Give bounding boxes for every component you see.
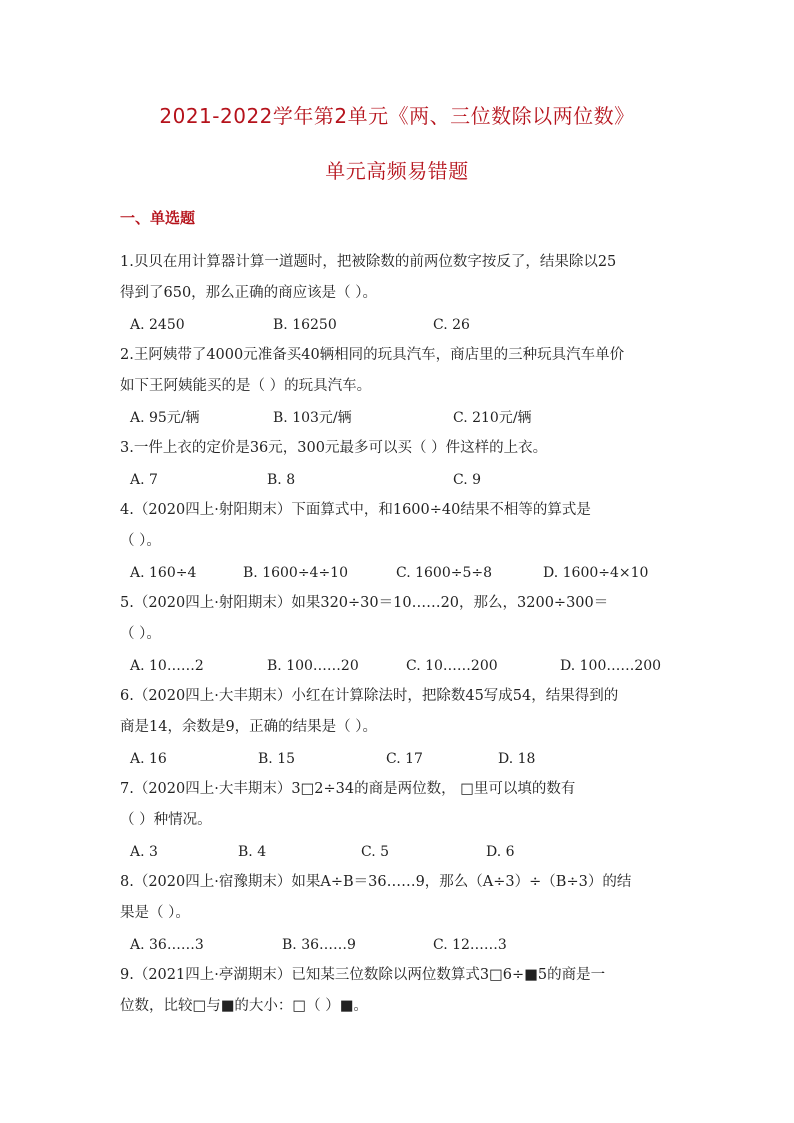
question-7-line-1: 7.（2020四上·大丰期末）3□2÷34的商是两位数， □里可以填的数有 bbox=[120, 781, 576, 797]
question-7-option-d[interactable]: D. 6 bbox=[486, 844, 515, 860]
question-7-option-a[interactable]: A. 3 bbox=[130, 844, 158, 860]
question-8-line-1: 8.（2020四上·宿豫期末）如果A÷B＝36……9，那么（A÷3）÷（B÷3）的结 bbox=[120, 874, 632, 890]
question-6-option-b[interactable]: B. 15 bbox=[258, 751, 296, 767]
section-heading: 一、单选题 bbox=[120, 209, 196, 227]
question-9-line-2: 位数，比较□与■的大小：□（ ）■。 bbox=[120, 998, 368, 1014]
question-3-line-1: 3.一件上衣的定价是36元，300元最多可以买（ ）件这样的上衣。 bbox=[120, 440, 548, 456]
question-8-option-b[interactable]: B. 36……9 bbox=[282, 937, 356, 953]
question-3-option-a[interactable]: A. 7 bbox=[130, 472, 158, 488]
question-3-option-c[interactable]: C. 9 bbox=[453, 472, 482, 488]
question-5-option-c[interactable]: C. 10……200 bbox=[406, 658, 498, 674]
question-4-option-a[interactable]: A. 160÷4 bbox=[130, 565, 197, 581]
question-5-line-2: （ ）。 bbox=[120, 626, 161, 642]
question-4-option-d[interactable]: D. 1600÷4×10 bbox=[543, 565, 649, 581]
question-3-option-b[interactable]: B. 8 bbox=[267, 472, 296, 488]
question-8-option-a[interactable]: A. 36……3 bbox=[130, 937, 204, 953]
question-6-option-c[interactable]: C. 17 bbox=[386, 751, 423, 767]
question-2-line-2: 如下王阿姨能买的是（ ）的玩具汽车。 bbox=[120, 378, 372, 394]
question-2-line-1: 2.王阿姨带了4000元准备买40辆相同的玩具汽车，商店里的三种玩具汽车单价 bbox=[120, 347, 625, 363]
question-4-line-2: （ ）。 bbox=[120, 533, 161, 549]
question-9-line-1: 9.（2021四上·亭湖期末）已知某三位数除以两位数算式3□6÷■5的商是一 bbox=[120, 967, 606, 983]
question-2-option-b[interactable]: B. 103元/辆 bbox=[273, 410, 352, 426]
question-6-option-d[interactable]: D. 18 bbox=[498, 751, 536, 767]
question-7-option-b[interactable]: B. 4 bbox=[238, 844, 267, 860]
question-5-option-b[interactable]: B. 100……20 bbox=[267, 658, 359, 674]
question-2-option-c[interactable]: C. 210元/辆 bbox=[453, 410, 532, 426]
question-1-line-2: 得到了650，那么正确的商应该是（ ）。 bbox=[120, 285, 378, 301]
document-title: 2021-2022学年第2单元《两、三位数除以两位数》 bbox=[159, 104, 635, 128]
question-6-option-a[interactable]: A. 16 bbox=[130, 751, 167, 767]
question-7-line-2: （ ）种情况。 bbox=[120, 812, 212, 828]
question-5-option-a[interactable]: A. 10……2 bbox=[130, 658, 204, 674]
question-6-line-1: 6.（2020四上·大丰期末）小红在计算除法时，把除数45写成54，结果得到的 bbox=[120, 688, 619, 704]
question-4-option-c[interactable]: C. 1600÷5÷8 bbox=[396, 565, 493, 581]
question-7-option-c[interactable]: C. 5 bbox=[361, 844, 390, 860]
question-2-option-a[interactable]: A. 95元/辆 bbox=[130, 410, 200, 426]
question-4-line-1: 4.（2020四上·射阳期末）下面算式中，和1600÷40结果不相等的算式是 bbox=[120, 502, 591, 518]
question-6-line-2: 商是14，余数是9，正确的结果是（ ）。 bbox=[120, 719, 378, 735]
question-5-line-1: 5.（2020四上·射阳期末）如果320÷30＝10……20，那么，3200÷300＝ bbox=[120, 595, 609, 611]
question-1-line-1: 1.贝贝在用计算器计算一道题时，把被除数的前两位数字按反了，结果除以25 bbox=[120, 254, 617, 270]
question-1-option-c[interactable]: C. 26 bbox=[433, 317, 470, 333]
question-5-option-d[interactable]: D. 100……200 bbox=[560, 658, 662, 674]
document-subtitle: 单元高频易错题 bbox=[325, 159, 469, 183]
question-4-option-b[interactable]: B. 1600÷4÷10 bbox=[243, 565, 348, 581]
question-1-option-a[interactable]: A. 2450 bbox=[130, 317, 185, 333]
question-8-line-2: 果是（ ）。 bbox=[120, 905, 190, 921]
question-1-option-b[interactable]: B. 16250 bbox=[273, 317, 337, 333]
question-8-option-c[interactable]: C. 12……3 bbox=[433, 937, 507, 953]
